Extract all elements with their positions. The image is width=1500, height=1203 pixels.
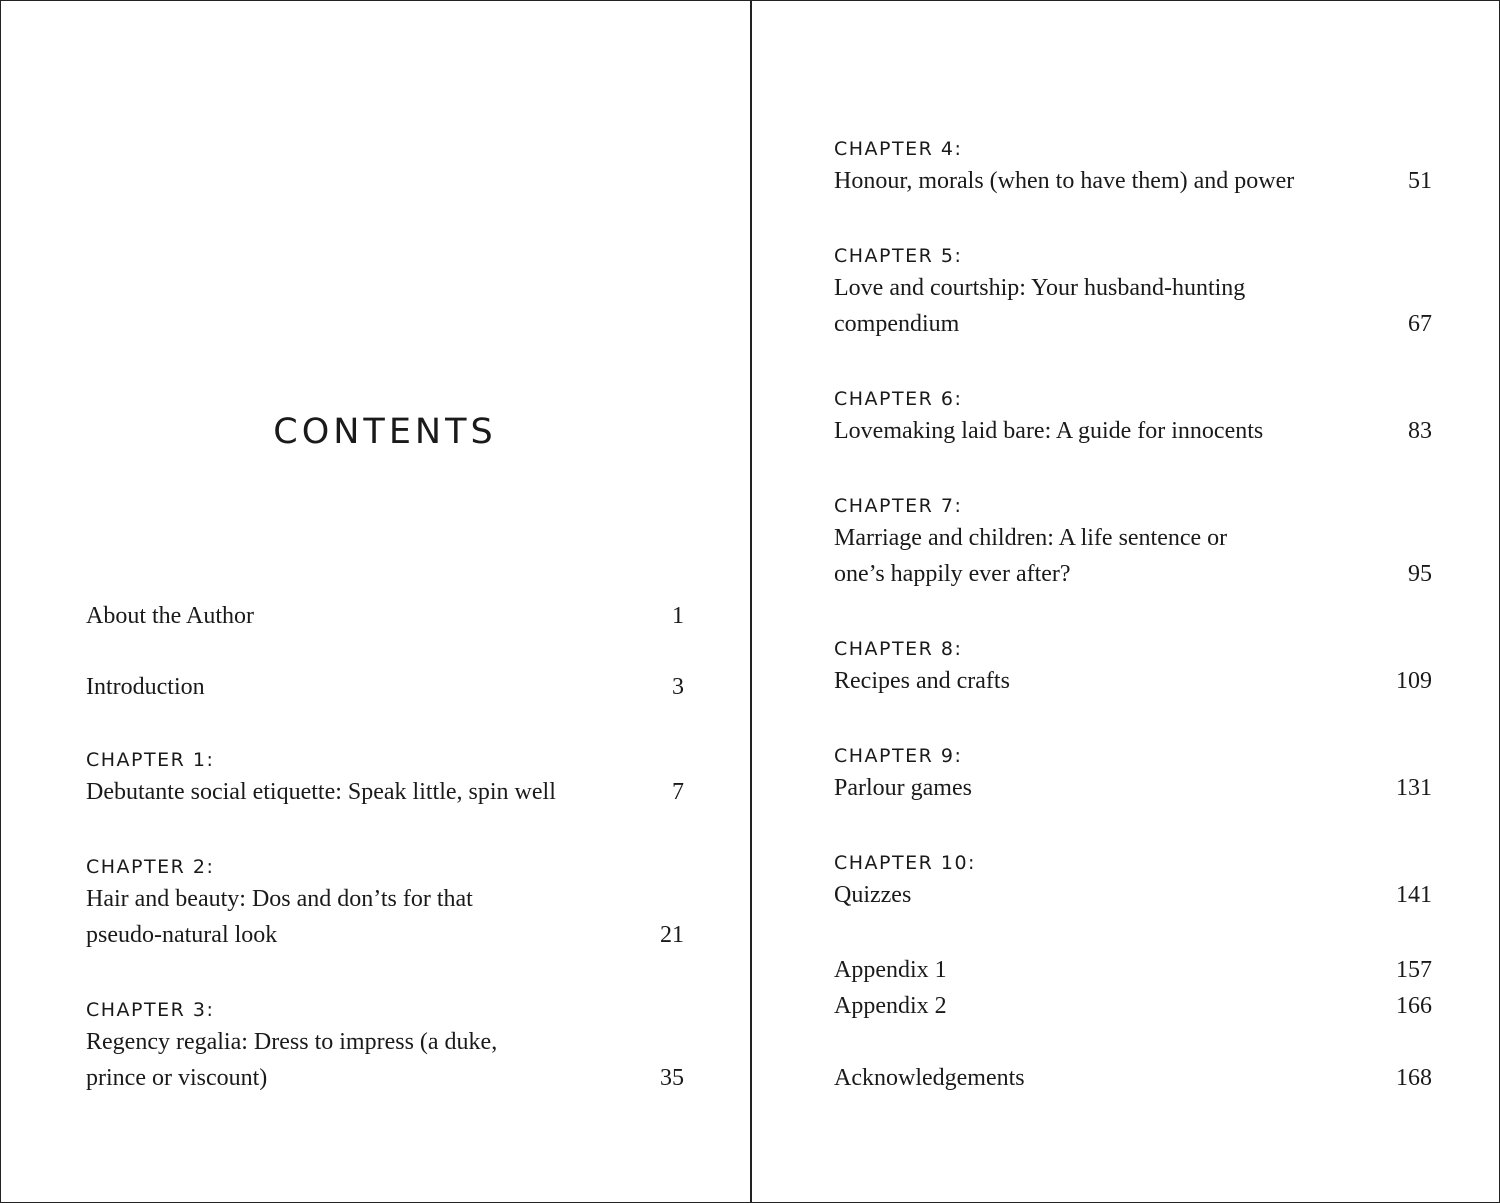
toc-entry-page-number: 3 xyxy=(672,674,684,700)
toc-entry-appendix-1[interactable] xyxy=(834,952,1432,988)
toc-entry-title-line-2: prince or viscount) xyxy=(86,1065,268,1091)
left-page xyxy=(1,1,752,1202)
toc-entry-row xyxy=(834,663,1432,699)
toc-entry-chapter-4[interactable] xyxy=(834,135,1432,199)
toc-entry-row xyxy=(834,1060,1432,1096)
toc-entry-row xyxy=(86,1024,684,1096)
chapter-label: CHAPTER 6: xyxy=(834,388,963,410)
toc-entry-introduction[interactable] xyxy=(86,669,684,705)
toc-entry-about-author[interactable] xyxy=(86,598,684,634)
toc-entry-page-number: 141 xyxy=(1396,882,1432,908)
toc-entry-chapter-10[interactable] xyxy=(834,849,1432,913)
toc-entry-title: Acknowledgements xyxy=(834,1065,1025,1091)
toc-entry-row xyxy=(86,774,684,810)
toc-entry-chapter-9[interactable] xyxy=(834,742,1432,806)
toc-entry-page-number: 67 xyxy=(1408,311,1432,337)
chapter-label: CHAPTER 1: xyxy=(86,749,215,771)
toc-entry-acknowledgements[interactable] xyxy=(834,1060,1432,1096)
toc-entry-page-number: 83 xyxy=(1408,418,1432,444)
toc-entry-title-line-1: Love and courtship: Your husband-hunting xyxy=(834,275,1246,301)
toc-entry-page-number: 166 xyxy=(1396,993,1432,1019)
toc-entry-appendix-2[interactable] xyxy=(834,988,1432,1024)
toc-entry-chapter-6[interactable] xyxy=(834,385,1432,449)
chapter-label: CHAPTER 2: xyxy=(86,856,215,878)
toc-entry-title-line-2: pseudo-natural look xyxy=(86,922,278,948)
toc-entry-row xyxy=(834,163,1432,199)
toc-entry-page-number: 157 xyxy=(1396,957,1432,983)
toc-entry-page-number: 168 xyxy=(1396,1065,1432,1091)
toc-entry-title: Recipes and crafts xyxy=(834,668,1010,694)
toc-entry-row xyxy=(834,270,1432,342)
toc-entry-title: Debutante social etiquette: Speak little, spin well xyxy=(86,779,556,805)
chapter-label: CHAPTER 5: xyxy=(834,245,963,267)
right-page xyxy=(752,1,1500,1202)
toc-entry-title: Parlour games xyxy=(834,775,972,801)
toc-entry-row xyxy=(834,770,1432,806)
toc-entry-title: Quizzes xyxy=(834,882,912,908)
toc-entry-chapter-8[interactable] xyxy=(834,635,1432,699)
toc-entry-page-number: 51 xyxy=(1408,168,1432,194)
toc-entry-title: Lovemaking laid bare: A guide for innocents xyxy=(834,418,1264,444)
toc-entry-page-number: 7 xyxy=(672,779,684,805)
toc-entry-chapter-3[interactable] xyxy=(86,996,684,1096)
chapter-label: CHAPTER 7: xyxy=(834,495,963,517)
toc-entry-row xyxy=(834,988,1432,1024)
contents-heading: CONTENTS xyxy=(273,412,497,452)
chapter-label: CHAPTER 10: xyxy=(834,852,976,874)
toc-entry-title-line-1: Marriage and children: A life sentence or xyxy=(834,525,1228,551)
toc-entry-row xyxy=(834,413,1432,449)
toc-entry-chapter-7[interactable] xyxy=(834,492,1432,592)
toc-entry-chapter-5[interactable] xyxy=(834,242,1432,342)
toc-entry-page-number: 131 xyxy=(1396,775,1432,801)
toc-entry-title: About the Author xyxy=(86,603,254,629)
chapter-label: CHAPTER 4: xyxy=(834,138,963,160)
toc-entry-page-number: 1 xyxy=(672,603,684,629)
toc-entry-page-number: 21 xyxy=(660,922,684,948)
chapter-label: CHAPTER 3: xyxy=(86,999,215,1021)
toc-entry-title-line-1: Hair and beauty: Dos and don’ts for that xyxy=(86,886,473,912)
toc-entry-title: Appendix 2 xyxy=(834,993,947,1019)
chapter-label: CHAPTER 8: xyxy=(834,638,963,660)
toc-entry-page-number: 95 xyxy=(1408,561,1432,587)
toc-entry-chapter-1[interactable] xyxy=(86,746,684,810)
toc-entry-title: Introduction xyxy=(86,674,205,700)
toc-entry-title: Honour, morals (when to have them) and power xyxy=(834,168,1295,194)
toc-entry-title-line-1: Regency regalia: Dress to impress (a duke, xyxy=(86,1029,498,1055)
toc-entry-chapter-2[interactable] xyxy=(86,853,684,953)
toc-entry-row xyxy=(834,952,1432,988)
toc-entry-row xyxy=(86,669,684,705)
toc-entry-page-number: 35 xyxy=(660,1065,684,1091)
toc-entry-title-line-2: one’s happily ever after? xyxy=(834,561,1071,587)
toc-entry-row xyxy=(86,881,684,953)
toc-entry-row xyxy=(834,877,1432,913)
toc-entry-row xyxy=(86,598,684,634)
toc-entry-row xyxy=(834,520,1432,592)
toc-entry-title: Appendix 1 xyxy=(834,957,947,983)
chapter-label: CHAPTER 9: xyxy=(834,745,963,767)
toc-entry-title-line-2: compendium xyxy=(834,311,960,337)
toc-entry-page-number: 109 xyxy=(1396,668,1432,694)
